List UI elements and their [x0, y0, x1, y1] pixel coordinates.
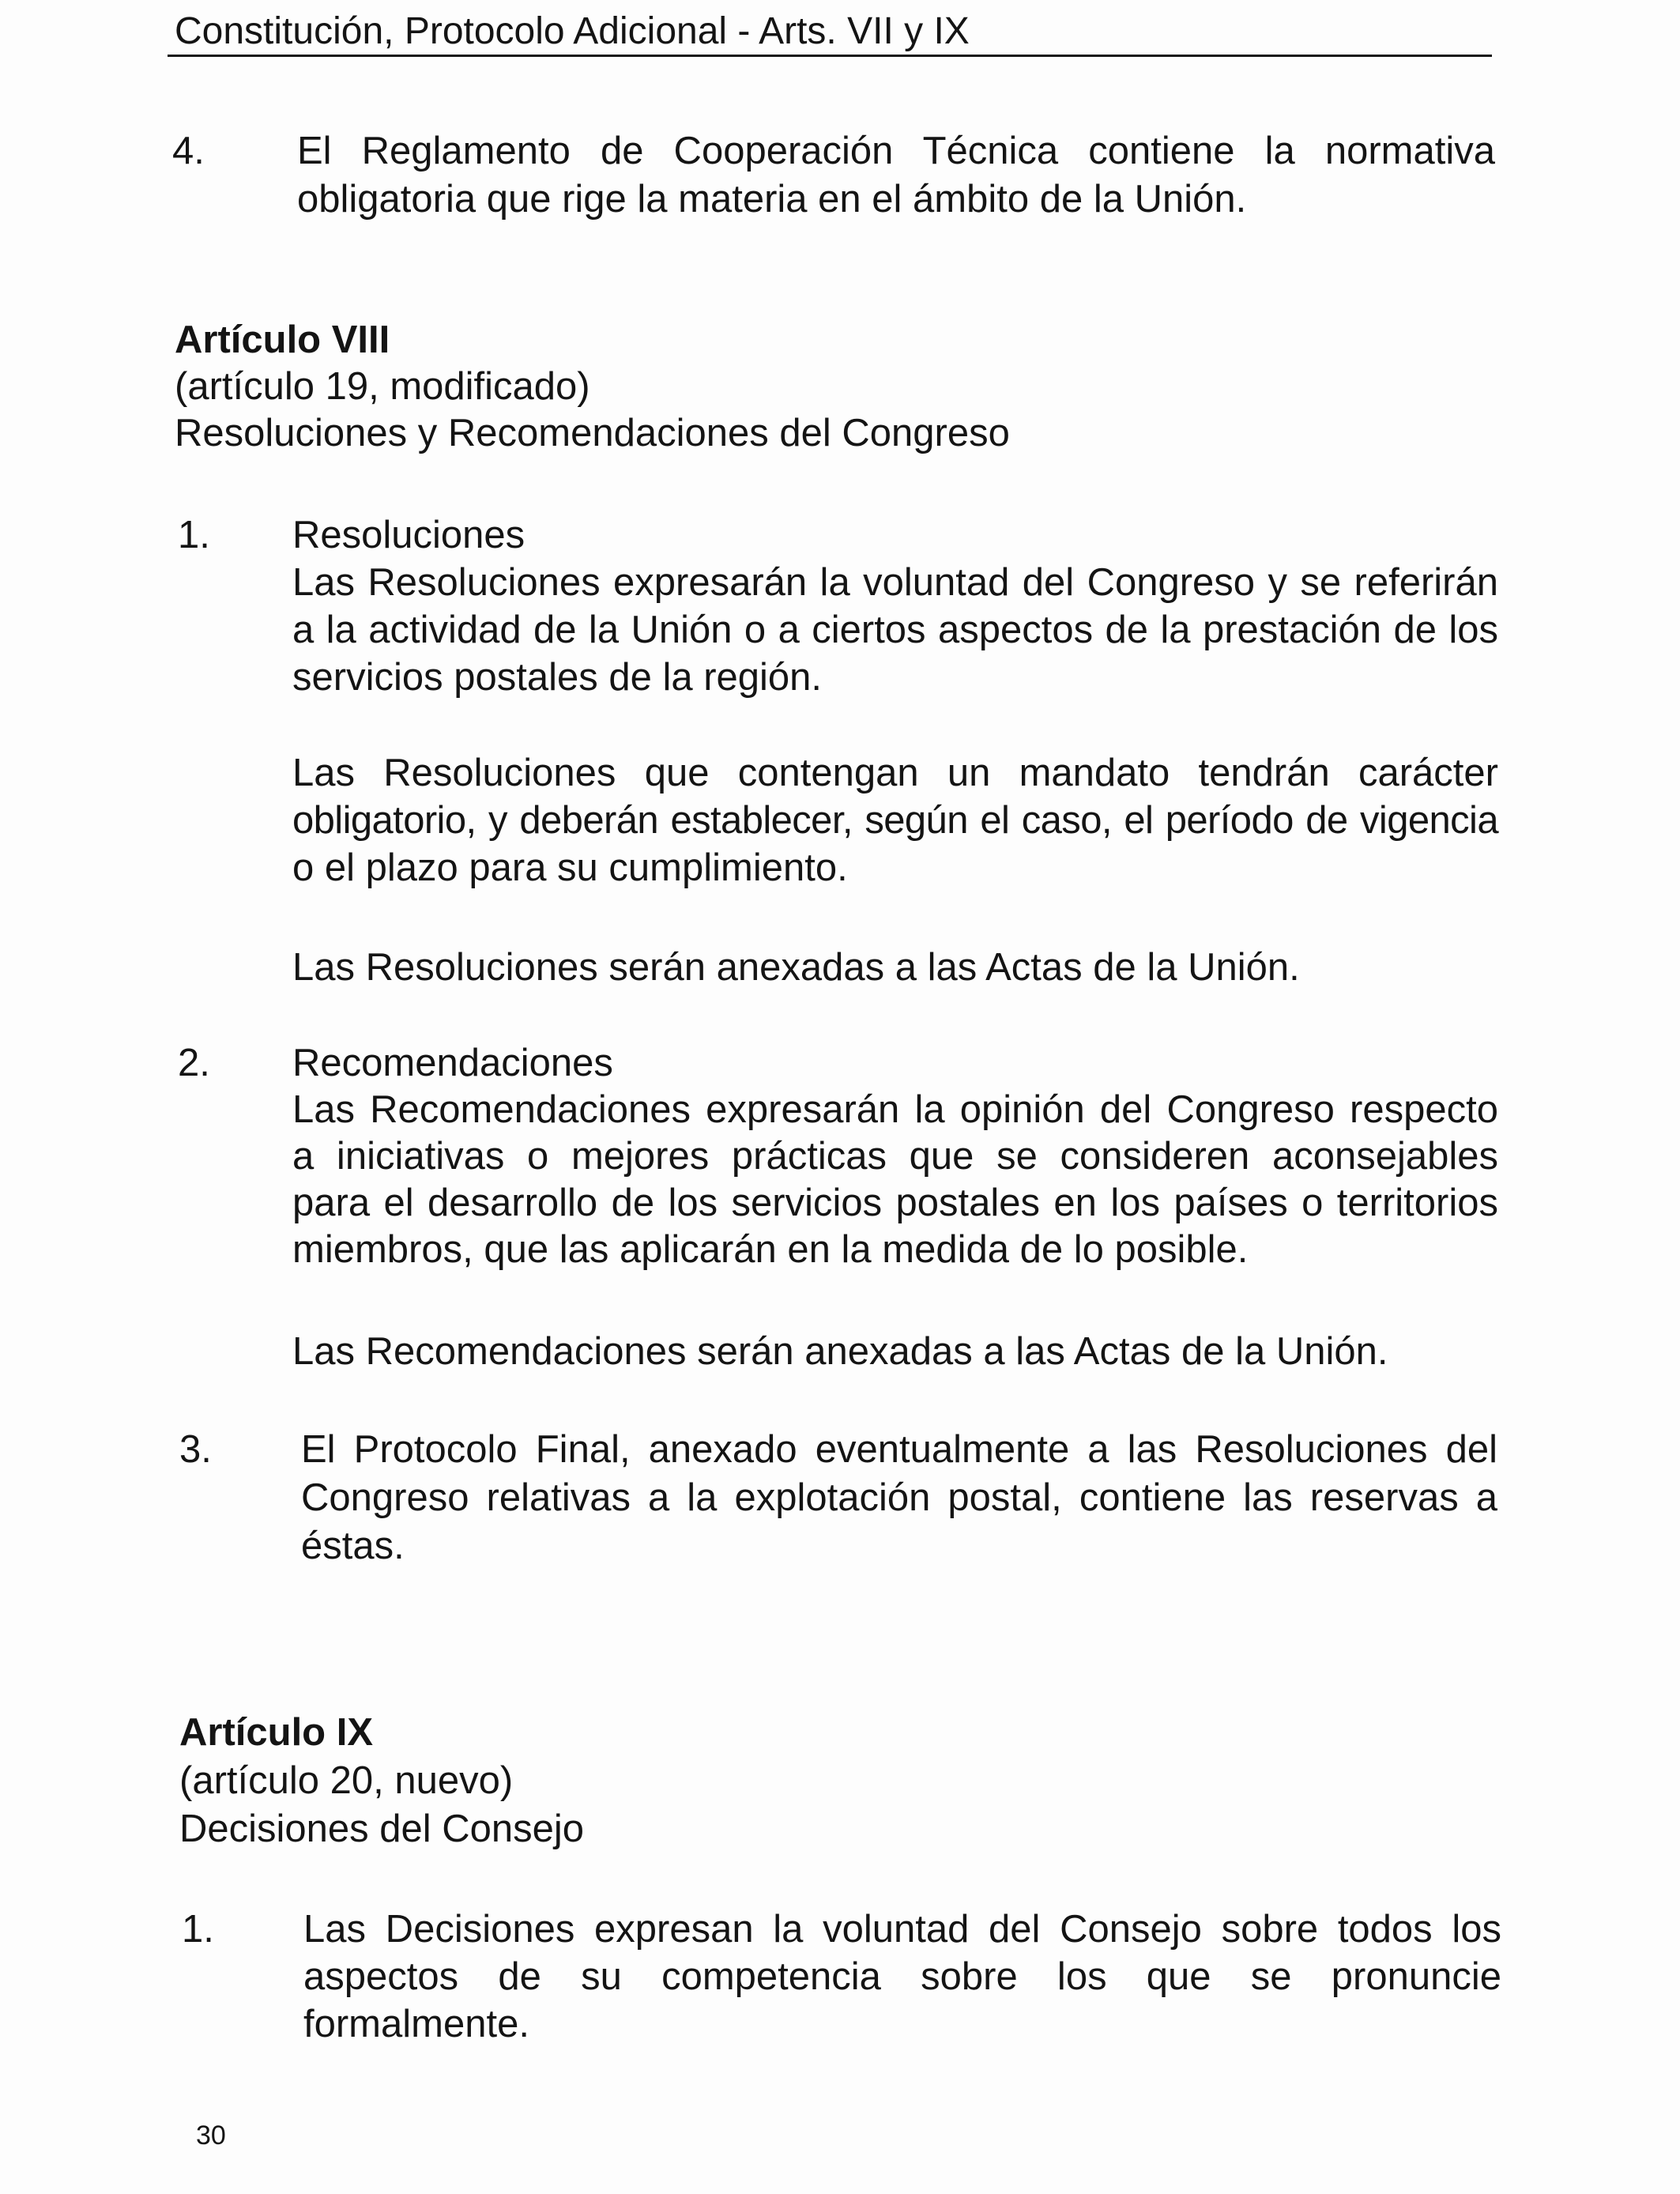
item-number: 4. [172, 130, 205, 172]
paragraph-line: El Reglamento de Cooperación Técnica contiene la normativa [297, 130, 1495, 172]
paragraph-line: miembros, que las aplicarán en la medida de lo posible. [292, 1228, 1249, 1271]
paragraph-line: servicios postales de la región. [292, 656, 823, 699]
paragraph-line: aspectos de su competencia sobre los que se pronuncie [303, 1955, 1501, 1998]
paragraph-line: para el desarrollo de los servicios postales en los países o territorios [292, 1182, 1498, 1224]
page-number: 30 [196, 2120, 226, 2151]
item-text [292, 511, 1498, 701]
item-paragraph [292, 1328, 1498, 1375]
item-number: 3. [179, 1428, 212, 1471]
paragraph-line: obligatoria que rige la materia en el ámbito de la Unión. [297, 178, 1247, 221]
item-heading: Recomendaciones [292, 1042, 613, 1084]
header-rule [168, 55, 1492, 57]
article-reference: (artículo 19, modificado) [175, 365, 590, 408]
item-number: 1. [182, 1908, 214, 1951]
paragraph-line: Congreso relativas a la explotación postal, contiene las reservas a [301, 1476, 1497, 1519]
paragraph-line: Las Resoluciones expresarán la voluntad del Congreso y se referirán [292, 561, 1498, 604]
item-number: 2. [178, 1042, 210, 1084]
paragraph-line: éstas. [301, 1525, 405, 1567]
paragraph-line: formalmente. [303, 2003, 529, 2045]
item-paragraph [292, 749, 1498, 892]
paragraph-line: o el plazo para su cumplimiento. [292, 846, 848, 889]
article-ix-heading [179, 1709, 1444, 1853]
article-title: Artículo VIII [175, 319, 390, 361]
paragraph-line: a iniciativas o mejores prácticas que se consideren aconsejables [292, 1135, 1498, 1178]
article-subject: Resoluciones y Recomendaciones del Congreso [175, 412, 1010, 454]
item-heading: Resoluciones [292, 514, 525, 556]
paragraph-line: Las Resoluciones serán anexadas a las Actas de la Unión. [292, 946, 1300, 989]
paragraph-line: a la actividad de la Unión o a ciertos aspectos de la prestación de los [292, 609, 1498, 651]
item-text [301, 1426, 1497, 1570]
paragraph-line: Las Recomendaciones expresarán la opinión del Congreso respecto [292, 1088, 1498, 1131]
paragraph-line: Las Recomendaciones serán anexadas a las Actas de la Unión. [292, 1330, 1388, 1373]
running-header-title: Constitución, Protocolo Adicional - Arts. VII y IX [175, 10, 970, 52]
paragraph-line: El Protocolo Final, anexado eventualmente a las Resoluciones del [301, 1428, 1497, 1471]
item-text [297, 127, 1495, 224]
item-text [292, 1040, 1498, 1273]
item-number: 1. [178, 514, 210, 556]
article-viii-heading [175, 317, 1439, 457]
paragraph-line: obligatorio, y deberán establecer, según el caso, el período de vigencia [292, 799, 1498, 842]
paragraph-line: Las Decisiones expresan la voluntad del Consejo sobre todos los [303, 1908, 1501, 1951]
article-subject: Decisiones del Consejo [179, 1808, 585, 1850]
paragraph-line: Las Resoluciones que contengan un mandato tendrán carácter [292, 752, 1498, 794]
article-reference: (artículo 20, nuevo) [179, 1759, 514, 1802]
item-paragraph [292, 944, 1498, 991]
article-title: Artículo IX [179, 1711, 374, 1754]
item-text [303, 1906, 1501, 2048]
